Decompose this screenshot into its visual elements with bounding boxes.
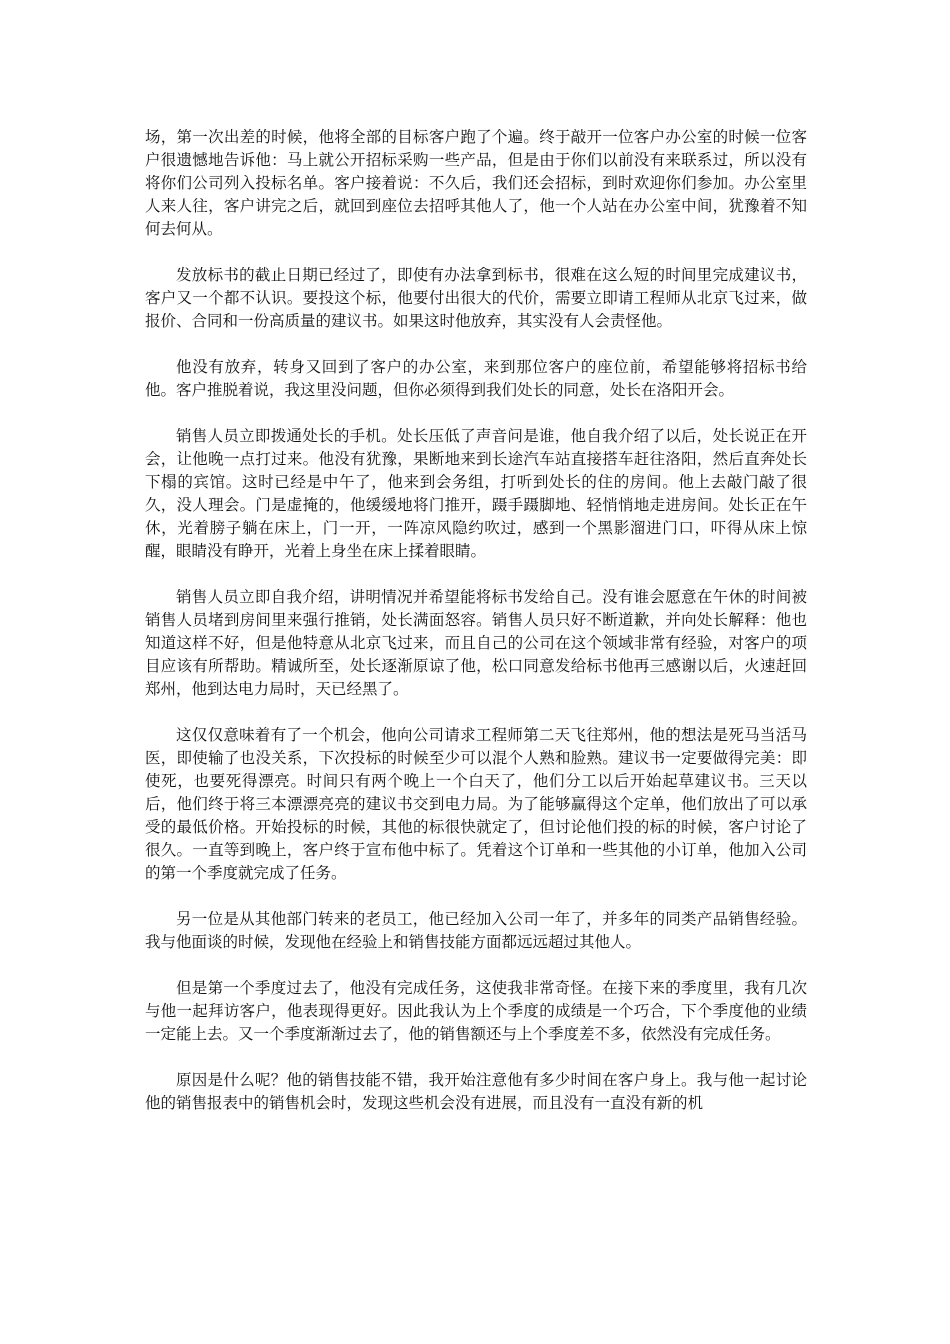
paragraph-5: 销售人员立即自我介绍，讲明情况并希望能将标书发给自己。没有谁会愿意在午休的时间被销售人员堵到房间里来强行推销，处长满面怒容。销售人员只好不断道歉，并向处长解释：他也知道这样不好，但是他特意从北京飞过来，而且自己的公司在这个领域非常有经验，对客户的项目应该有所帮助。精诚所至，处长逐渐原谅了他，松口同意发给标书他再三感谢以后，火速赶回郑州，他到达电力局时，天已经黑了。 (145, 588, 807, 698)
paragraph-7: 另一位是从其他部门转来的老员工，他已经加入公司一年了，并多年的同类产品销售经验。我与他面谈的时候，发现他在经验上和销售技能方面都远远超过其他人。 (145, 910, 807, 951)
paragraph-3: 他没有放弃，转身又回到了客户的办公室，来到那位客户的座位前，希望能够将招标书给他。客户推脱着说，我这里没问题，但你必须得到我们处长的同意，处长在洛阳开会。 (145, 358, 807, 399)
document-body (145, 126, 807, 1115)
paragraph-4: 销售人员立即拨通处长的手机。处长压低了声音问是谁，他自我介绍了以后，处长说正在开会，让他晚一点打过来。他没有犹豫，果断地来到长途汽车站直接搭车赶往洛阳，然后直奔处长下榻的宾馆。这时已经是中午了，他来到会务组，打听到处长的住的房间。他上去敲门敲了很久，没人理会。门是虚掩的，他缓缓地将门推开，蹑手蹑脚地、轻悄悄地走进房间。处长正在午休，光着膀子躺在床上，门一开，一阵凉风隐约吹过，感到一个黑影溜进门口，吓得从床上惊醒，眼睛没有睁开，光着上身坐在床上揉着眼睛。 (145, 427, 807, 560)
paragraph-6: 这仅仅意味着有了一个机会，他向公司请求工程师第二天飞往郑州，他的想法是死马当活马医，即使输了也没关系，下次投标的时候至少可以混个人熟和脸熟。建议书一定要做得完美：即使死，也要死得漂亮。时间只有两个晚上一个白天了，他们分工以后开始起草建议书。三天以后，他们终于将三本漂漂亮亮的建议书交到电力局。为了能够赢得这个定单，他们放出了可以承受的最低价格。开始投标的时候，其他的标很快就定了，但讨论他们投的标的时候，客户讨论了很久。一直等到晚上，客户终于宣布他中标了。凭着这个订单和一些其他的小订单，他加入公司的第一个季度就完成了任务。 (145, 726, 807, 882)
paragraph-8: 但是第一个季度过去了，他没有完成任务，这使我非常奇怪。在接下来的季度里，我有几次与他一起拜访客户，他表现得更好。因此我认为上个季度的成绩是一个巧合，下个季度他的业绩一定能上去。又一个季度渐渐过去了，他的销售额还与上个季度差不多，依然没有完成任务。 (145, 979, 807, 1043)
paragraph-1: 场，第一次出差的时候，他将全部的目标客户跑了个遍。终于敲开一位客户办公室的时候一位客户很遗憾地告诉他：马上就公开招标采购一些产品，但是由于你们以前没有来联系过，所以没有将你们公司列入投标名单。客户接着说：不久后，我们还会招标，到时欢迎你们参加。办公室里人来人往，客户讲完之后，就回到座位去招呼其他人了，他一个人站在办公室中间，犹豫着不知何去何从。 (145, 128, 807, 238)
paragraph-9: 原因是什么呢？他的销售技能不错，我开始注意他有多少时间在客户身上。我与他一起讨论他的销售报表中的销售机会时，发现这些机会没有进展，而且没有一直没有新的机 (145, 1071, 807, 1112)
paragraph-2: 发放标书的截止日期已经过了，即使有办法拿到标书，很难在这么短的时间里完成建议书，客户又一个都不认识。要投这个标，他要付出很大的代价，需要立即请工程师从北京飞过来，做报价、合同和一份高质量的建议书。如果这时他放弃，其实没有人会责怪他。 (145, 266, 807, 330)
